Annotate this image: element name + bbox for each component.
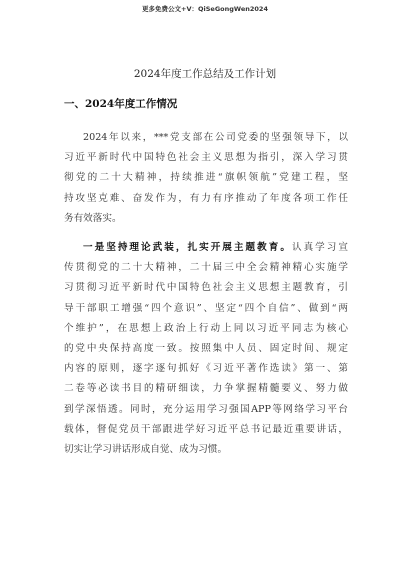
paragraph-lead-rest: 认真学习宣 xyxy=(291,242,348,253)
paragraph-line: 彻党的二十大精神，持续推进“旗帜领航”党建工程，坚 xyxy=(64,172,348,184)
document-title: 2024年度工作总结及工作计划 xyxy=(133,68,277,80)
section-heading: 一、2024年度工作情况 xyxy=(64,98,178,110)
header-note: 更多免费公文+V：QiSeGongWen2024 xyxy=(142,5,268,13)
paragraph-overview xyxy=(64,128,348,229)
paragraph-first-line xyxy=(64,238,348,258)
paragraph-line: 个维护”，在思想上政治上行动上同以习近平同志为核心 xyxy=(64,322,348,334)
paragraph-line: 持攻坚克难、奋发作为，有力有序推动了年度各项工作任 xyxy=(64,192,348,204)
paragraph-line: 务有效落实。 xyxy=(64,212,122,224)
paragraph-line: 切实让学习讲话形成自觉、成为习惯。 xyxy=(64,443,228,455)
paragraph-theory-study xyxy=(64,238,348,460)
paragraph-line: 的党中央保持高度一致。按照集中人员、固定时间、规定 xyxy=(64,342,348,354)
paragraph-lead: 一是坚持理论武装，扎实开展主题教育。 xyxy=(83,242,292,253)
paragraph-line: 内容的原则，逐字逐句抓好《习近平著作选读》第一、第 xyxy=(64,363,348,375)
paragraph-line: 习近平新时代中国特色社会主义思想为指引，深入学习贯 xyxy=(64,152,348,164)
paragraph-line: 导干部职工增强“四个意识”、坚定“四个自信”、做到“两 xyxy=(64,302,348,314)
paragraph-line: 到学深悟透。同时，充分运用学习强国APP等网络学习平台 xyxy=(64,403,348,415)
paragraph-line: 2024年以来，***党支部在公司党委的坚强领导下，以 xyxy=(83,132,348,143)
paragraph-line: 载体，督促党员干部跟进学好习近平总书记最近重要讲话， xyxy=(64,423,348,435)
paragraph-line: 传贯彻党的二十大精神，二十届三中全会精神精心实施学 xyxy=(64,262,348,274)
paragraph-line: 二卷等必读书目的精研细读，力争掌握精髓要义、努力做 xyxy=(64,383,348,395)
paragraph-line: 习贯彻习近平新时代中国特色社会主义思想主题教育，引 xyxy=(64,282,348,294)
